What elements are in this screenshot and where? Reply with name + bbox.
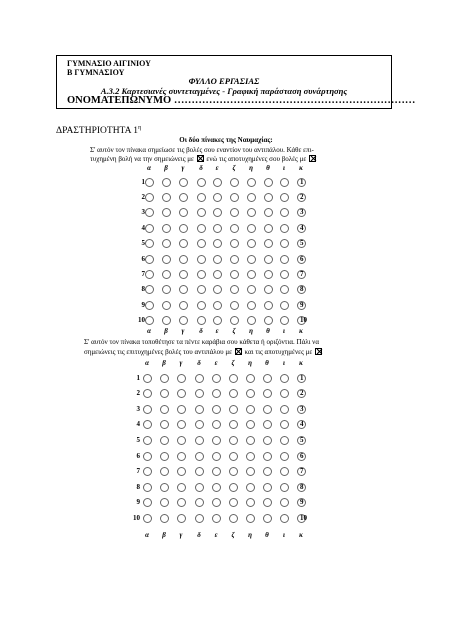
grid2-row-label-left: 9 bbox=[136, 498, 140, 507]
grid2-cell[interactable] bbox=[263, 405, 272, 414]
grid1-cell[interactable] bbox=[145, 285, 154, 294]
table1-instruction-line2 bbox=[90, 155, 317, 164]
grid2-cell[interactable] bbox=[160, 483, 169, 492]
grid1-cell[interactable] bbox=[247, 285, 256, 294]
grid1-cell[interactable] bbox=[179, 285, 188, 294]
grid2-row-label-left: 8 bbox=[136, 482, 140, 491]
grid1-cell[interactable] bbox=[145, 193, 154, 202]
grid1-cell[interactable] bbox=[230, 316, 239, 325]
grid2-cell[interactable] bbox=[212, 374, 221, 383]
grid2-cell[interactable] bbox=[246, 420, 255, 429]
grid2-cell[interactable] bbox=[229, 436, 238, 445]
grid2-cell[interactable] bbox=[229, 420, 238, 429]
grid1-row-label-right: 3 bbox=[300, 208, 304, 217]
grid1-cell[interactable] bbox=[162, 224, 171, 233]
grid1-cell[interactable] bbox=[264, 316, 273, 325]
grid1-cell[interactable] bbox=[230, 255, 239, 264]
grid2-cell[interactable] bbox=[143, 452, 152, 461]
grid2-cell[interactable] bbox=[263, 467, 272, 476]
grid2-cell[interactable] bbox=[229, 467, 238, 476]
table1-instruction-text-a: τυχημένη βολή να την σημειώνεις με bbox=[90, 155, 194, 163]
grid1-bottom-col-label: γ bbox=[181, 327, 185, 335]
grid2-cell[interactable] bbox=[160, 436, 169, 445]
sheet-title: ΦΥΛΛΟ ΕΡΓΑΣΙΑΣ bbox=[188, 76, 260, 86]
grid2-cell[interactable] bbox=[229, 514, 238, 523]
grid1-cell[interactable] bbox=[197, 239, 206, 248]
grid1-cell[interactable] bbox=[280, 301, 289, 310]
grid1-cell[interactable] bbox=[280, 193, 289, 202]
grid2-cell[interactable] bbox=[212, 405, 221, 414]
grid2-cell[interactable] bbox=[177, 405, 186, 414]
grid1-top-col-label: ε bbox=[215, 164, 219, 172]
grid2-cell[interactable] bbox=[246, 405, 255, 414]
grid2-row-label-left: 6 bbox=[136, 451, 140, 460]
grid2-bottom-col-label: η bbox=[248, 531, 252, 539]
grid2-cell[interactable] bbox=[229, 405, 238, 414]
grid1-cell[interactable] bbox=[247, 255, 256, 264]
grid1-top-col-label: θ bbox=[266, 164, 270, 172]
grid2-cell[interactable] bbox=[160, 498, 169, 507]
grid2-row-label-right: 4 bbox=[300, 420, 304, 429]
grid2-row-label-right: 6 bbox=[300, 451, 304, 460]
grid1-cell[interactable] bbox=[162, 255, 171, 264]
grid2-top-col-label: η bbox=[248, 359, 252, 367]
grid2-cell[interactable] bbox=[160, 374, 169, 383]
grid2-cell[interactable] bbox=[263, 389, 272, 398]
grid2-top-col-label: δ bbox=[197, 359, 201, 367]
grid2-cell[interactable] bbox=[195, 498, 204, 507]
grid1-row-label-right: 5 bbox=[300, 239, 304, 248]
grid1-row-label-right: 8 bbox=[300, 285, 304, 294]
grid1-cell[interactable] bbox=[280, 208, 289, 217]
grid2-row-label-right: 2 bbox=[300, 389, 304, 398]
grid2-cell[interactable] bbox=[212, 436, 221, 445]
grid2-row-label-right: 8 bbox=[300, 482, 304, 491]
grid2-cell[interactable] bbox=[212, 498, 221, 507]
grid1-cell[interactable] bbox=[213, 239, 222, 248]
grid2-row-label-right: 3 bbox=[300, 404, 304, 413]
grid2-cell[interactable] bbox=[246, 467, 255, 476]
activity-superscript: η bbox=[138, 125, 142, 131]
grid1-cell[interactable] bbox=[213, 270, 222, 279]
grid2-cell[interactable] bbox=[280, 483, 289, 492]
grid1-cell[interactable] bbox=[280, 224, 289, 233]
grid2-row-label-right: 9 bbox=[300, 498, 304, 507]
grid2-cell[interactable] bbox=[160, 420, 169, 429]
grid1-cell[interactable] bbox=[197, 301, 206, 310]
grid1-cell[interactable] bbox=[280, 316, 289, 325]
grid1-row-label-left: 3 bbox=[141, 208, 145, 217]
grid2-cell[interactable] bbox=[280, 436, 289, 445]
grid2-row-label-right: 1 bbox=[300, 373, 304, 382]
grid1-cell[interactable] bbox=[145, 208, 154, 217]
grid1-cell[interactable] bbox=[230, 285, 239, 294]
grid2-cell[interactable] bbox=[280, 514, 289, 523]
grid1-bottom-col-label: δ bbox=[199, 327, 203, 335]
grid1-cell[interactable] bbox=[247, 301, 256, 310]
grid2-bottom-col-label: ε bbox=[214, 531, 218, 539]
grid2-cell[interactable] bbox=[280, 498, 289, 507]
grid1-row-label-right: 9 bbox=[300, 300, 304, 309]
grid2-cell[interactable] bbox=[160, 389, 169, 398]
grid1-row-label-right: 10 bbox=[300, 316, 307, 325]
grid2-cell[interactable] bbox=[246, 374, 255, 383]
grid2-cell[interactable] bbox=[177, 436, 186, 445]
grid1-cell[interactable] bbox=[197, 285, 206, 294]
grid2-cell[interactable] bbox=[143, 374, 152, 383]
grid2-row-label-left: 2 bbox=[136, 389, 140, 398]
grid1-cell[interactable] bbox=[213, 285, 222, 294]
grid1-top-col-label: β bbox=[164, 164, 168, 172]
miss-mark-icon bbox=[309, 155, 316, 162]
grid1-cell[interactable] bbox=[145, 239, 154, 248]
grid2-cell[interactable] bbox=[280, 452, 289, 461]
grid2-row-label-left: 5 bbox=[136, 435, 140, 444]
grid1-cell[interactable] bbox=[197, 193, 206, 202]
grid2-cell[interactable] bbox=[143, 483, 152, 492]
grid1-row-label-right: 6 bbox=[300, 254, 304, 263]
grid1-cell[interactable] bbox=[145, 178, 154, 187]
grid2-cell[interactable] bbox=[177, 374, 186, 383]
grid1-cell[interactable] bbox=[145, 255, 154, 264]
grid1-cell[interactable] bbox=[179, 239, 188, 248]
grid1-row-label-left: 8 bbox=[141, 285, 145, 294]
grid2-row-label-left: 1 bbox=[136, 373, 140, 382]
grid2-top-col-label: θ bbox=[265, 359, 269, 367]
grid1-cell[interactable] bbox=[264, 224, 273, 233]
grid2-cell[interactable] bbox=[263, 514, 272, 523]
grid2-cell[interactable] bbox=[195, 467, 204, 476]
grid1-cell[interactable] bbox=[197, 224, 206, 233]
grid2-cell[interactable] bbox=[143, 514, 152, 523]
grid1-cell[interactable] bbox=[162, 208, 171, 217]
grid2-row-label-left: 7 bbox=[136, 467, 140, 476]
grid2-cell[interactable] bbox=[160, 467, 169, 476]
grid1-top-col-label: α bbox=[147, 164, 151, 172]
grid2-top-col-label: α bbox=[145, 359, 149, 367]
grid2-cell[interactable] bbox=[177, 389, 186, 398]
grid2-cell[interactable] bbox=[195, 420, 204, 429]
grid2-cell[interactable] bbox=[143, 405, 152, 414]
activity-heading bbox=[56, 125, 141, 136]
grid1-cell[interactable] bbox=[280, 178, 289, 187]
grid1-cell[interactable] bbox=[145, 270, 154, 279]
grid2-cell[interactable] bbox=[280, 389, 289, 398]
grid2-bottom-col-label: κ bbox=[299, 531, 303, 539]
grid1-bottom-col-label: η bbox=[249, 327, 253, 335]
grid2-cell[interactable] bbox=[177, 452, 186, 461]
grid2-cell[interactable] bbox=[195, 436, 204, 445]
grid1-cell[interactable] bbox=[197, 255, 206, 264]
grid1-bottom-col-label: θ bbox=[266, 327, 270, 335]
grid1-cell[interactable] bbox=[145, 224, 154, 233]
grid1-row-label-left: 1 bbox=[141, 177, 145, 186]
grid1-cell[interactable] bbox=[213, 316, 222, 325]
miss-mark-icon bbox=[315, 348, 322, 355]
grid1-cell[interactable] bbox=[264, 255, 273, 264]
grid1-cell[interactable] bbox=[179, 270, 188, 279]
grid2-cell[interactable] bbox=[160, 405, 169, 414]
table2-instruction-line2 bbox=[84, 348, 323, 357]
grid1-cell[interactable] bbox=[230, 178, 239, 187]
grid1-bottom-col-label: ι bbox=[283, 327, 285, 335]
grid1-row-label-right: 2 bbox=[300, 192, 304, 201]
grid1-cell[interactable] bbox=[179, 178, 188, 187]
grid2-row-label-right: 7 bbox=[300, 467, 304, 476]
grid2-cell[interactable] bbox=[229, 452, 238, 461]
grid2-row-label-left: 4 bbox=[136, 420, 140, 429]
grid1-cell[interactable] bbox=[247, 208, 256, 217]
grid1-cell[interactable] bbox=[264, 193, 273, 202]
grid1-cell[interactable] bbox=[145, 301, 154, 310]
grid1-row-label-left: 10 bbox=[138, 316, 145, 325]
grid1-row-label-left: 7 bbox=[141, 269, 145, 278]
grid2-cell[interactable] bbox=[212, 389, 221, 398]
hit-mark-icon bbox=[235, 348, 242, 355]
grid1-bottom-col-label: κ bbox=[299, 327, 303, 335]
grid1-cell[interactable] bbox=[213, 208, 222, 217]
grid1-cell[interactable] bbox=[179, 208, 188, 217]
grid2-cell[interactable] bbox=[160, 514, 169, 523]
grid2-cell[interactable] bbox=[280, 420, 289, 429]
grid2-cell[interactable] bbox=[177, 420, 186, 429]
grid1-top-col-label: κ bbox=[299, 164, 303, 172]
grid1-bottom-col-label: ζ bbox=[232, 327, 236, 335]
grid2-cell[interactable] bbox=[195, 483, 204, 492]
header-box bbox=[56, 55, 416, 109]
grid2-cell[interactable] bbox=[280, 467, 289, 476]
table1-instruction-line1: Σ' αυτόν τον πίνακα σημείωσε τις βολές σου εναντίον του αντιπάλου. Κάθε επι- bbox=[90, 146, 314, 154]
grid1-cell[interactable] bbox=[162, 193, 171, 202]
grid1-cell[interactable] bbox=[162, 285, 171, 294]
grid1-cell[interactable] bbox=[162, 316, 171, 325]
grid2-top-col-label: ζ bbox=[231, 359, 235, 367]
grid2-cell[interactable] bbox=[143, 436, 152, 445]
grid1-bottom-col-label: β bbox=[164, 327, 168, 335]
grid2-cell[interactable] bbox=[212, 514, 221, 523]
grid1-cell[interactable] bbox=[230, 301, 239, 310]
grid1-cell[interactable] bbox=[230, 270, 239, 279]
grid1-cell[interactable] bbox=[230, 224, 239, 233]
grid2-bottom-col-label: δ bbox=[197, 531, 201, 539]
grid2-cell[interactable] bbox=[177, 467, 186, 476]
grid2-top-col-label: ι bbox=[283, 359, 285, 367]
grid1-row-label-right: 7 bbox=[300, 269, 304, 278]
grid2-cell[interactable] bbox=[229, 374, 238, 383]
grid1-cell[interactable] bbox=[264, 301, 273, 310]
grid1-cell[interactable] bbox=[247, 178, 256, 187]
grid2-cell[interactable] bbox=[195, 452, 204, 461]
grid1-cell[interactable] bbox=[264, 239, 273, 248]
class-name: Β ΓΥΜΝΑΣΙΟΥ bbox=[67, 68, 125, 77]
grid2-cell[interactable] bbox=[212, 420, 221, 429]
name-field: ΟΝΟΜΑΤΕΠΩΝΥΜΟ …………………………………………………………… bbox=[67, 95, 416, 106]
grid2-bottom-col-label: ι bbox=[283, 531, 285, 539]
grid1-cell[interactable] bbox=[213, 193, 222, 202]
grid1-cell[interactable] bbox=[264, 270, 273, 279]
grid2-cell[interactable] bbox=[263, 374, 272, 383]
grid2-top-col-label: ε bbox=[214, 359, 218, 367]
grid1-row-label-left: 2 bbox=[141, 192, 145, 201]
school-name: ΓΥΜΝΑΣΙΟ ΑΙΓΙΝΙΟΥ bbox=[67, 59, 151, 68]
grid1-cell[interactable] bbox=[213, 178, 222, 187]
grid1-cell[interactable] bbox=[247, 224, 256, 233]
grid2-cell[interactable] bbox=[195, 389, 204, 398]
grid1-row-label-right: 1 bbox=[300, 177, 304, 186]
grid1-cell[interactable] bbox=[264, 178, 273, 187]
grid2-cell[interactable] bbox=[246, 483, 255, 492]
grid2-cell[interactable] bbox=[263, 420, 272, 429]
grid1-cell[interactable] bbox=[213, 255, 222, 264]
activity-title: Οι δύο πίνακες της Ναυμαχίας: bbox=[179, 136, 273, 144]
grid2-top-col-label: β bbox=[162, 359, 166, 367]
grid2-cell[interactable] bbox=[229, 498, 238, 507]
grid1-cell[interactable] bbox=[247, 270, 256, 279]
grid2-cell[interactable] bbox=[280, 374, 289, 383]
table2-instruction-text-a: σημειώνεις τις επιτυχημένες βολές του αντιπάλου με bbox=[84, 348, 233, 356]
grid2-cell[interactable] bbox=[177, 498, 186, 507]
grid1-row-label-right: 4 bbox=[300, 223, 304, 232]
grid2-cell[interactable] bbox=[212, 467, 221, 476]
grid1-cell[interactable] bbox=[264, 285, 273, 294]
grid1-row-label-left: 9 bbox=[141, 300, 145, 309]
grid2-cell[interactable] bbox=[280, 405, 289, 414]
grid2-cell[interactable] bbox=[263, 436, 272, 445]
grid2-cell[interactable] bbox=[143, 389, 152, 398]
grid1-bottom-col-label: α bbox=[147, 327, 151, 335]
grid1-cell[interactable] bbox=[230, 239, 239, 248]
grid2-cell[interactable] bbox=[177, 514, 186, 523]
grid1-row-label-left: 6 bbox=[141, 254, 145, 263]
grid1-row-label-left: 4 bbox=[141, 223, 145, 232]
grid2-row-label-left: 3 bbox=[136, 404, 140, 413]
grid1-top-col-label: ι bbox=[283, 164, 285, 172]
grid1-cell[interactable] bbox=[197, 178, 206, 187]
grid2-cell[interactable] bbox=[246, 436, 255, 445]
grid1-cell[interactable] bbox=[179, 301, 188, 310]
grid1-cell[interactable] bbox=[162, 178, 171, 187]
grid1-cell[interactable] bbox=[247, 316, 256, 325]
grid1-cell[interactable] bbox=[179, 255, 188, 264]
grid1-top-col-label: η bbox=[249, 164, 253, 172]
grid2-cell[interactable] bbox=[195, 405, 204, 414]
grid1-cell[interactable] bbox=[280, 285, 289, 294]
grid2-cell[interactable] bbox=[160, 452, 169, 461]
grid1-cell[interactable] bbox=[162, 239, 171, 248]
grid1-top-col-label: δ bbox=[199, 164, 203, 172]
grid2-cell[interactable] bbox=[143, 467, 152, 476]
grid1-cell[interactable] bbox=[179, 224, 188, 233]
grid1-cell[interactable] bbox=[264, 208, 273, 217]
grid2-bottom-col-label: α bbox=[145, 531, 149, 539]
grid1-bottom-col-label: ε bbox=[215, 327, 219, 335]
table2-instruction-line1: Σ' αυτόν τον πίνακα τοποθέτησε τα πέντε καράβια σου κάθετα ή οριζόντια. Πάλι να bbox=[84, 338, 320, 346]
grid2-row-label-right: 5 bbox=[300, 435, 304, 444]
grid1-cell[interactable] bbox=[247, 239, 256, 248]
grid2-cell[interactable] bbox=[246, 452, 255, 461]
grid1-cell[interactable] bbox=[280, 239, 289, 248]
grid1-cell[interactable] bbox=[197, 316, 206, 325]
grid2-cell[interactable] bbox=[263, 498, 272, 507]
grid2-top-col-label: γ bbox=[179, 359, 183, 367]
grid2-cell[interactable] bbox=[229, 483, 238, 492]
grid1-cell[interactable] bbox=[247, 193, 256, 202]
grid2-cell[interactable] bbox=[143, 498, 152, 507]
grid1-top-col-label: γ bbox=[181, 164, 185, 172]
grid1-cell[interactable] bbox=[145, 316, 154, 325]
grid2-cell[interactable] bbox=[246, 498, 255, 507]
grid2-cell[interactable] bbox=[263, 452, 272, 461]
grid1-cell[interactable] bbox=[280, 255, 289, 264]
grid1-cell[interactable] bbox=[280, 270, 289, 279]
grid2-cell[interactable] bbox=[263, 483, 272, 492]
sheet-subtitle: Α.3.2 Καρτεσιανές συντεταγμένες - Γραφική παράσταση συνάρτησης bbox=[100, 86, 348, 96]
grid2-bottom-col-label: β bbox=[162, 531, 166, 539]
grid2-cell[interactable] bbox=[246, 514, 255, 523]
grid2-cell[interactable] bbox=[246, 389, 255, 398]
grid1-cell[interactable] bbox=[162, 301, 171, 310]
grid1-row-label-left: 5 bbox=[141, 239, 145, 248]
grid1-cell[interactable] bbox=[230, 193, 239, 202]
grid2-top-col-label: κ bbox=[299, 359, 303, 367]
grid2-cell[interactable] bbox=[195, 514, 204, 523]
hit-mark-icon bbox=[197, 155, 204, 162]
grid1-cell[interactable] bbox=[162, 270, 171, 279]
grid1-top-col-label: ζ bbox=[232, 164, 236, 172]
grid1-cell[interactable] bbox=[213, 224, 222, 233]
grid2-cell[interactable] bbox=[177, 483, 186, 492]
table1-instruction-text-b: ενώ τις αποτυχημένες σου βολές με bbox=[206, 155, 307, 163]
grid1-cell[interactable] bbox=[179, 193, 188, 202]
grid2-row-label-left: 10 bbox=[133, 513, 140, 522]
grid2-cell[interactable] bbox=[143, 420, 152, 429]
grid2-row-label-right: 10 bbox=[300, 513, 307, 522]
grid2-cell[interactable] bbox=[212, 452, 221, 461]
grid2-cell[interactable] bbox=[229, 389, 238, 398]
grid1-cell[interactable] bbox=[179, 316, 188, 325]
grid1-cell[interactable] bbox=[197, 208, 206, 217]
table2-instruction-text-b: και τις αποτυχημένες με bbox=[244, 348, 313, 356]
grid2-bottom-col-label: ζ bbox=[231, 531, 235, 539]
grid2-bottom-col-label: γ bbox=[179, 531, 183, 539]
grid1-cell[interactable] bbox=[197, 270, 206, 279]
grid1-cell[interactable] bbox=[230, 208, 239, 217]
activity-label: ΔΡΑΣΤΗΡΙΟΤΗΤΑ 1 bbox=[56, 126, 139, 137]
grid2-bottom-col-label: θ bbox=[265, 531, 269, 539]
grid2-cell[interactable] bbox=[212, 483, 221, 492]
grid2-cell[interactable] bbox=[195, 374, 204, 383]
grid1-cell[interactable] bbox=[213, 301, 222, 310]
